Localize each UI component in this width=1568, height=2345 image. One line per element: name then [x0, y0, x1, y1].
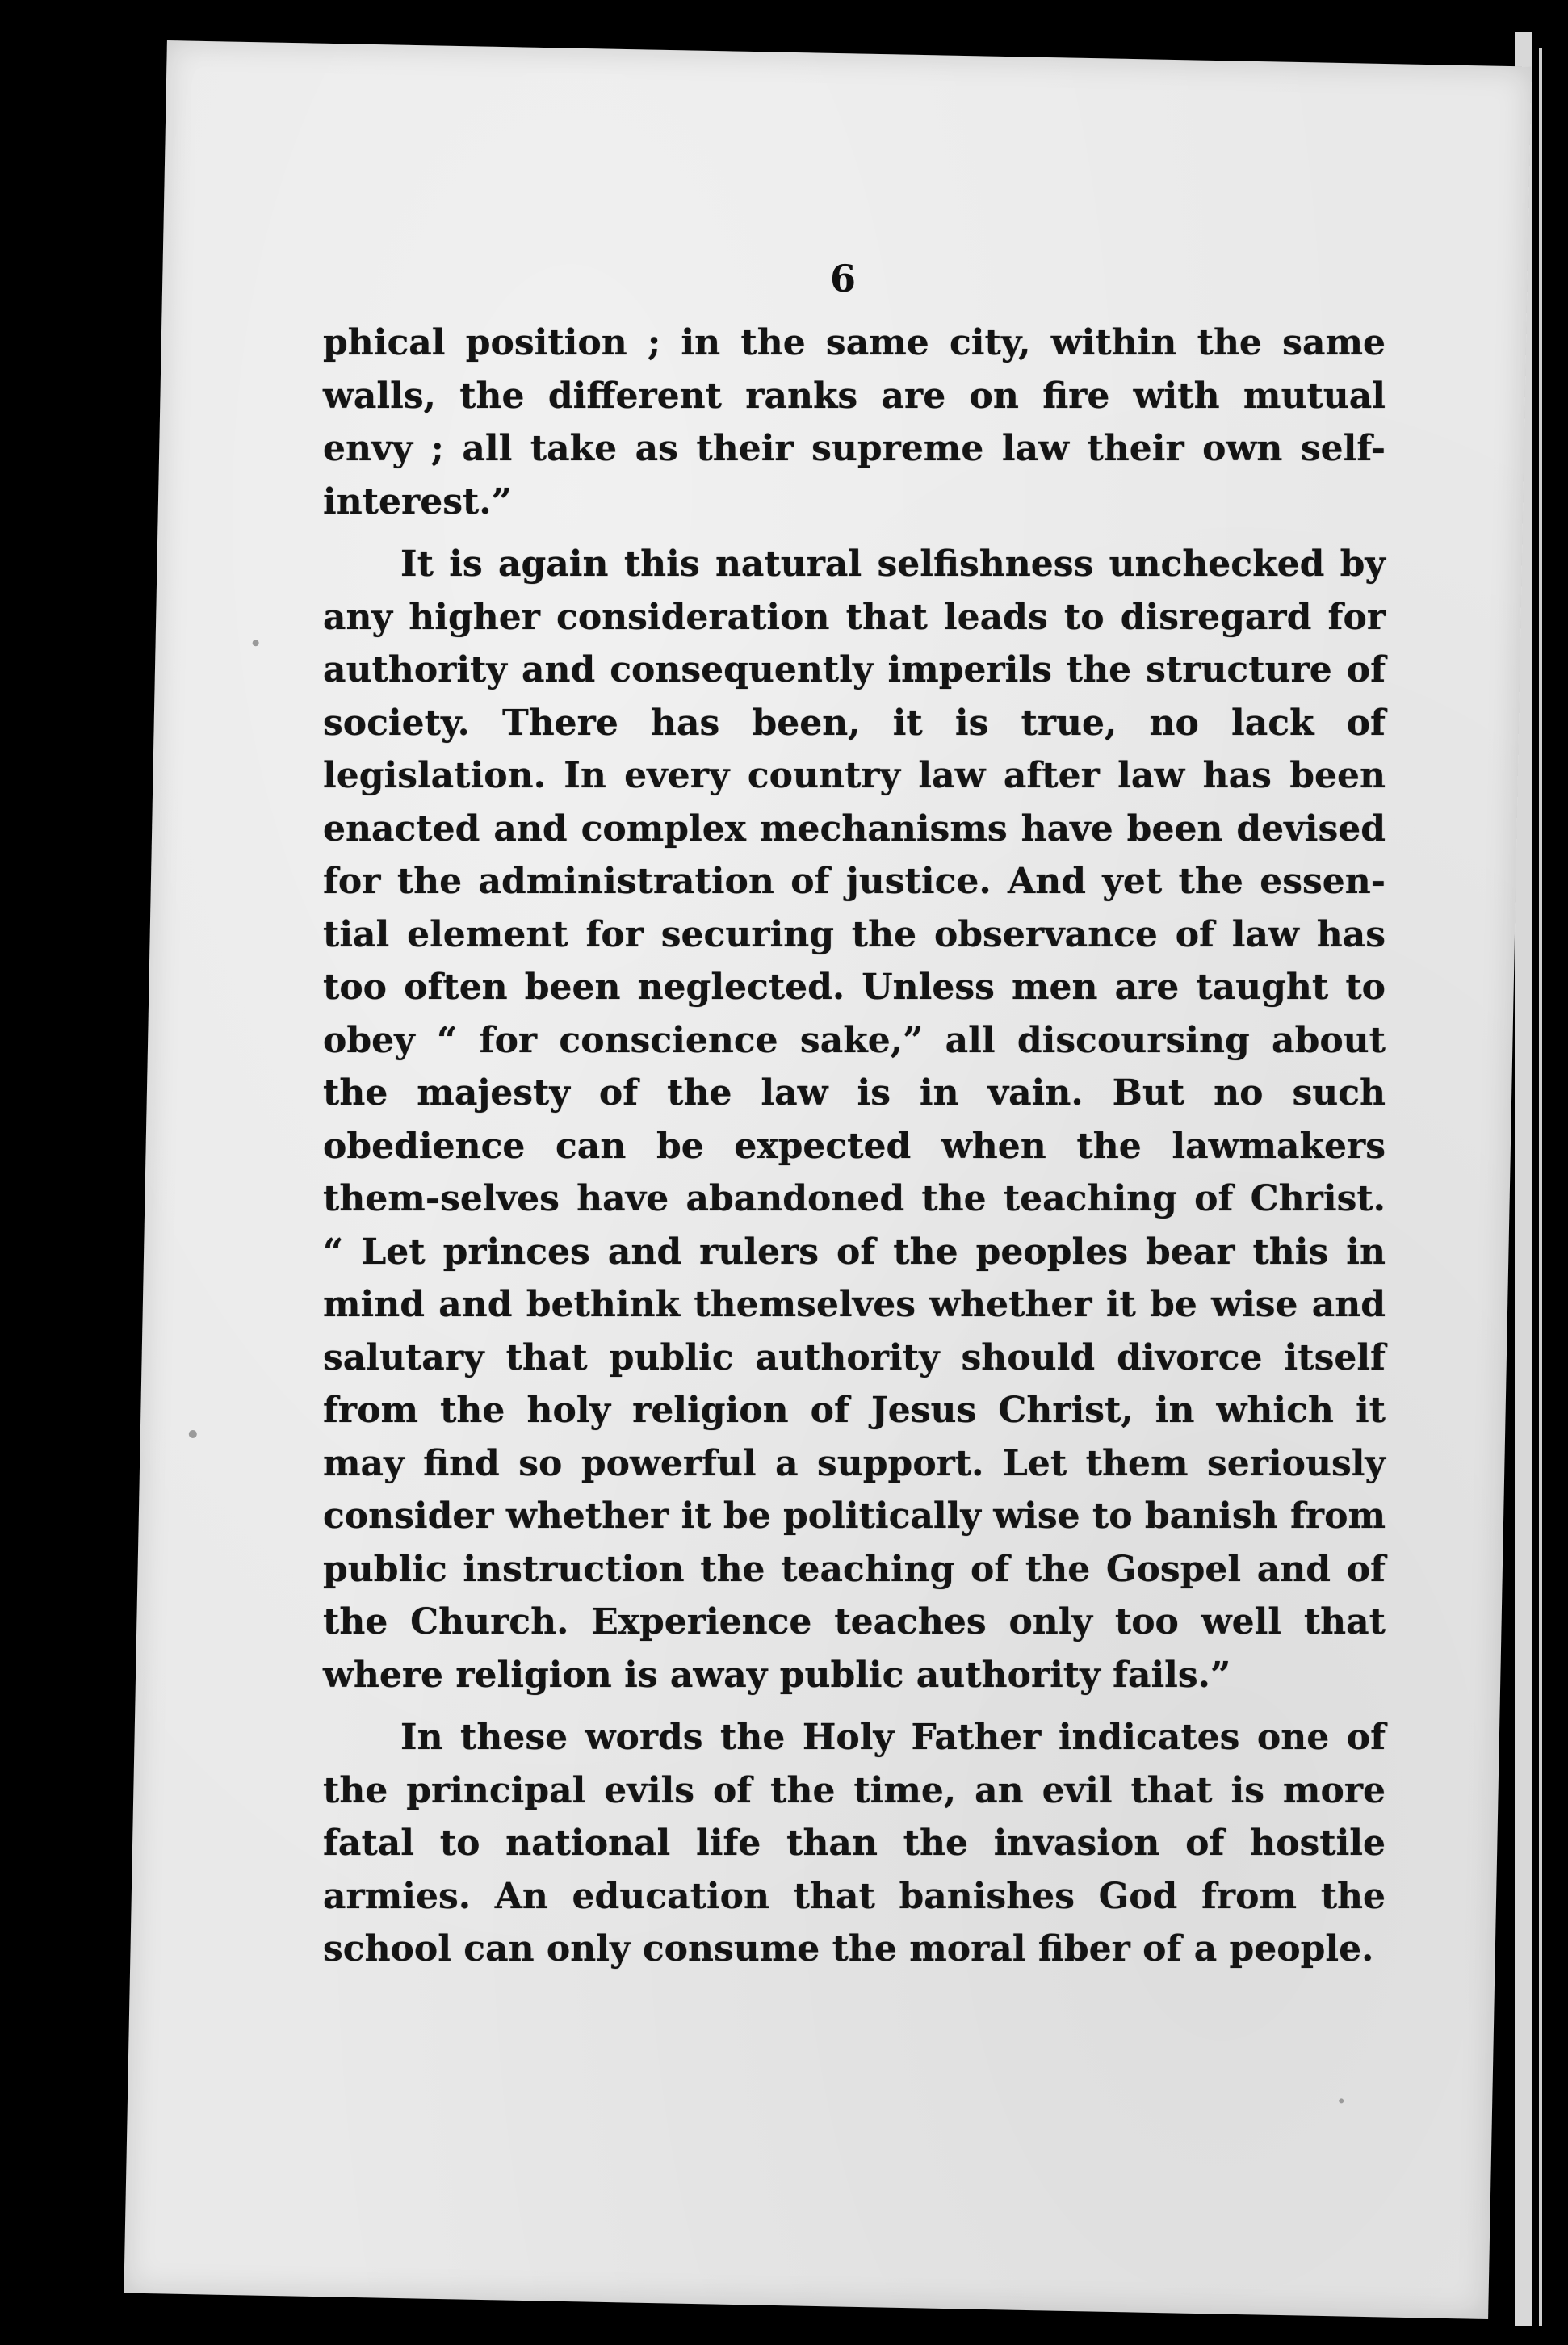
binding-edge-line — [1539, 48, 1542, 2326]
paper-speck — [1339, 2098, 1344, 2103]
paragraph-continued: phical position ; in the same city, within the same walls, the different ranks are on fire with mutual envy ; all take as their supreme law their own self-interest.” — [323, 322, 1386, 522]
body-text — [323, 317, 1386, 1976]
paragraph-authority: It is again this natural selfishness unchecked by any higher consideration that leads to disregard for authority and consequently imperils the structure of society. There has been, it is true, no lack of legislation. In every country law after law has been enacted and complex mechanisms have been devised for the administration of justice. And yet the essen-tial element for securing the observance of law has too often been neglected. Unless men are taught to obey “ for conscience sake,” all discoursing about the majesty of the law is in vain. But no such obedience can be expected when the lawmakers them-selves have abandoned the teaching of Christ. “ Let princes and rulers of the peoples bear this in mind and bethink themselves whether it be wise and salutary that public authority should divorce itself from the holy religion of Jesus Christ, in which it may find so powerful a support. Let them seriously consider whether it be politically wise to banish from public instruction the teaching of the Gospel and of the Church. Experience teaches only too well that where religion is away public authority fails.” — [323, 543, 1386, 1696]
paper-speck — [189, 1430, 197, 1438]
paper-speck — [253, 640, 259, 646]
page-number: 6 — [830, 257, 857, 300]
paragraph-education: In these words the Holy Father indicates one of the principal evils of the time, an evil that is more fatal to national life than the invasion of hostile armies. An education that banishes God from the school can only consume the moral fiber of a people. — [323, 1717, 1386, 1970]
